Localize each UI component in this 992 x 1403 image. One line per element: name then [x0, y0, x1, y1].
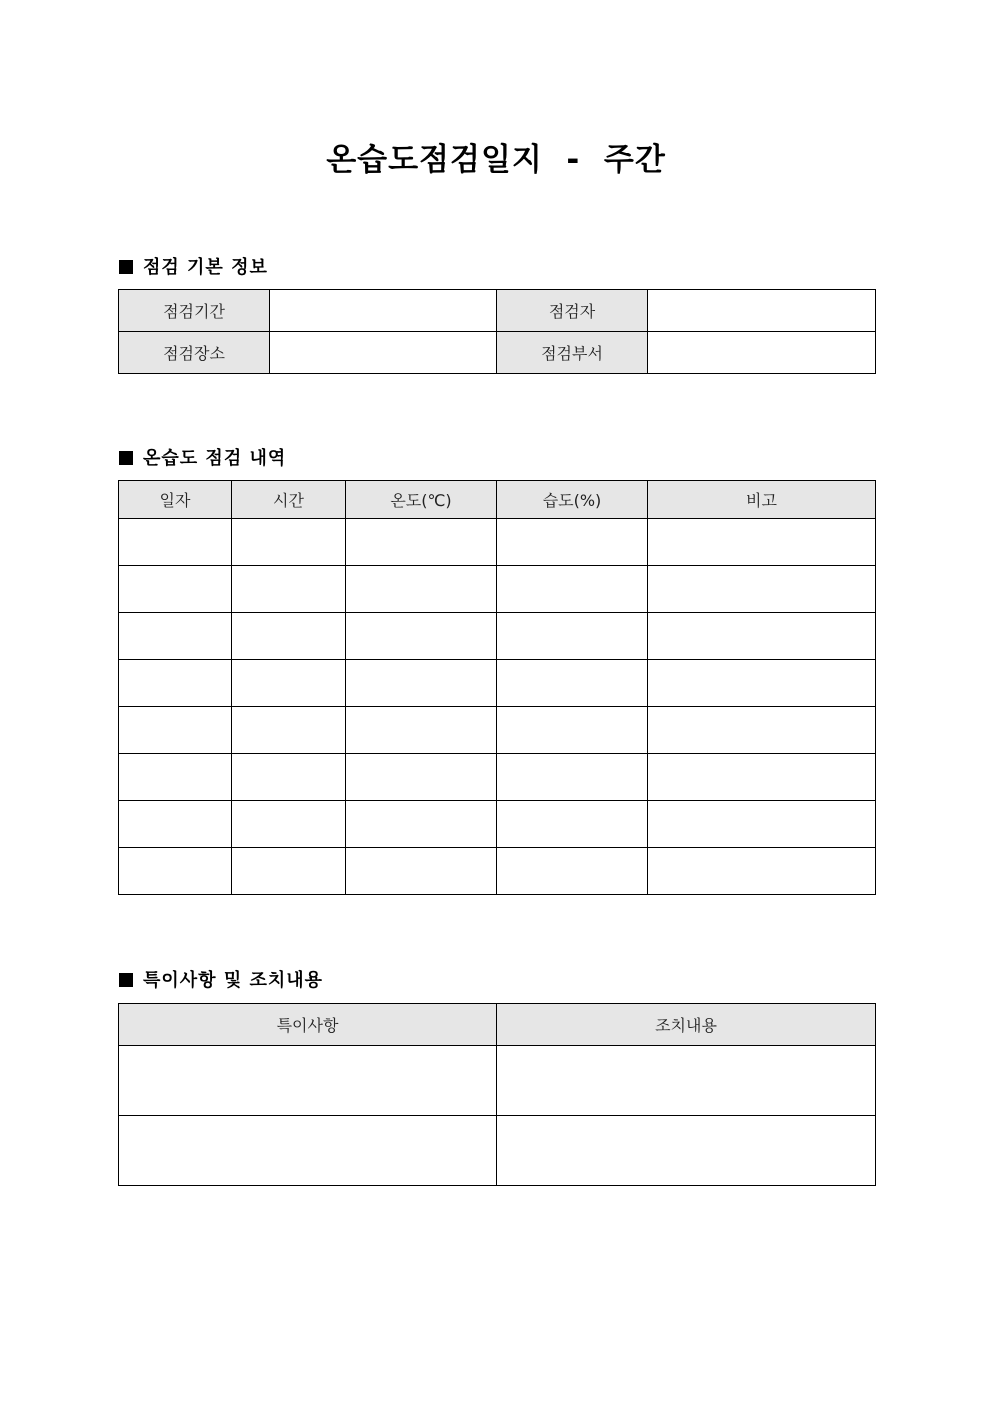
remarks-cell[interactable]: [648, 707, 876, 754]
column-header-time: 시간: [232, 481, 346, 519]
square-bullet-icon: [119, 451, 133, 465]
section-heading-label: 특이사항 및 조치내용: [143, 970, 324, 991]
table-row: [119, 613, 876, 660]
table-row: [119, 1116, 876, 1186]
remarks-cell[interactable]: [648, 848, 876, 895]
humidity-cell[interactable]: [497, 848, 648, 895]
temperature-cell[interactable]: [346, 519, 497, 566]
section-heading-label: 온습도 점검 내역: [143, 448, 287, 469]
humidity-cell[interactable]: [497, 754, 648, 801]
section-heading-label: 점검 기본 정보: [143, 257, 268, 278]
date-cell[interactable]: [119, 754, 232, 801]
table-row: [119, 848, 876, 895]
table-row: [119, 1046, 876, 1116]
inspector-field[interactable]: [648, 290, 876, 332]
time-cell[interactable]: [232, 613, 346, 660]
department-label: 점검부서: [497, 332, 648, 374]
page-title: 온습도점검일지 - 주간: [326, 142, 666, 178]
time-cell[interactable]: [232, 848, 346, 895]
column-header-humidity: 습도(%): [497, 481, 648, 519]
date-cell[interactable]: [119, 519, 232, 566]
special-notes-cell[interactable]: [119, 1046, 497, 1116]
humidity-cell[interactable]: [497, 707, 648, 754]
temperature-cell[interactable]: [346, 613, 497, 660]
humidity-cell[interactable]: [497, 566, 648, 613]
table-row: [119, 519, 876, 566]
remarks-cell[interactable]: [648, 754, 876, 801]
section-heading-notes: [119, 966, 323, 992]
table-row: [119, 290, 876, 332]
temperature-humidity-log-table: [118, 480, 876, 895]
column-header-special-notes: 특이사항: [119, 1004, 497, 1046]
remarks-cell[interactable]: [648, 613, 876, 660]
time-cell[interactable]: [232, 754, 346, 801]
period-field[interactable]: [270, 290, 497, 332]
temperature-cell[interactable]: [346, 754, 497, 801]
period-label: 점검기간: [119, 290, 270, 332]
notes-actions-table: [118, 1003, 876, 1186]
basic-info-table: [118, 289, 876, 374]
column-header-actions: 조치내용: [497, 1004, 876, 1046]
actions-cell[interactable]: [497, 1046, 876, 1116]
temperature-cell[interactable]: [346, 848, 497, 895]
special-notes-cell[interactable]: [119, 1116, 497, 1186]
humidity-cell[interactable]: [497, 801, 648, 848]
time-cell[interactable]: [232, 707, 346, 754]
date-cell[interactable]: [119, 801, 232, 848]
date-cell[interactable]: [119, 707, 232, 754]
column-header-date: 일자: [119, 481, 232, 519]
humidity-cell[interactable]: [497, 660, 648, 707]
table-row: [119, 754, 876, 801]
temperature-cell[interactable]: [346, 801, 497, 848]
time-cell[interactable]: [232, 801, 346, 848]
table-row: [119, 332, 876, 374]
date-cell[interactable]: [119, 848, 232, 895]
remarks-cell[interactable]: [648, 801, 876, 848]
date-cell[interactable]: [119, 613, 232, 660]
location-label: 점검장소: [119, 332, 270, 374]
table-header-row: [119, 1004, 876, 1046]
location-field[interactable]: [270, 332, 497, 374]
temperature-cell[interactable]: [346, 660, 497, 707]
square-bullet-icon: [119, 260, 133, 274]
date-cell[interactable]: [119, 566, 232, 613]
column-header-temperature: 온도(℃): [346, 481, 497, 519]
section-heading-basic-info: [119, 253, 268, 279]
column-header-remarks: 비고: [648, 481, 876, 519]
department-field[interactable]: [648, 332, 876, 374]
table-row: [119, 660, 876, 707]
table-header-row: [119, 481, 876, 519]
table-row: [119, 566, 876, 613]
remarks-cell[interactable]: [648, 660, 876, 707]
time-cell[interactable]: [232, 660, 346, 707]
section-heading-log: [119, 444, 286, 470]
time-cell[interactable]: [232, 519, 346, 566]
time-cell[interactable]: [232, 566, 346, 613]
square-bullet-icon: [119, 973, 133, 987]
remarks-cell[interactable]: [648, 566, 876, 613]
date-cell[interactable]: [119, 660, 232, 707]
remarks-cell[interactable]: [648, 519, 876, 566]
inspector-label: 점검자: [497, 290, 648, 332]
temperature-cell[interactable]: [346, 566, 497, 613]
humidity-cell[interactable]: [497, 519, 648, 566]
table-row: [119, 707, 876, 754]
actions-cell[interactable]: [497, 1116, 876, 1186]
temperature-cell[interactable]: [346, 707, 497, 754]
table-row: [119, 801, 876, 848]
humidity-cell[interactable]: [497, 613, 648, 660]
